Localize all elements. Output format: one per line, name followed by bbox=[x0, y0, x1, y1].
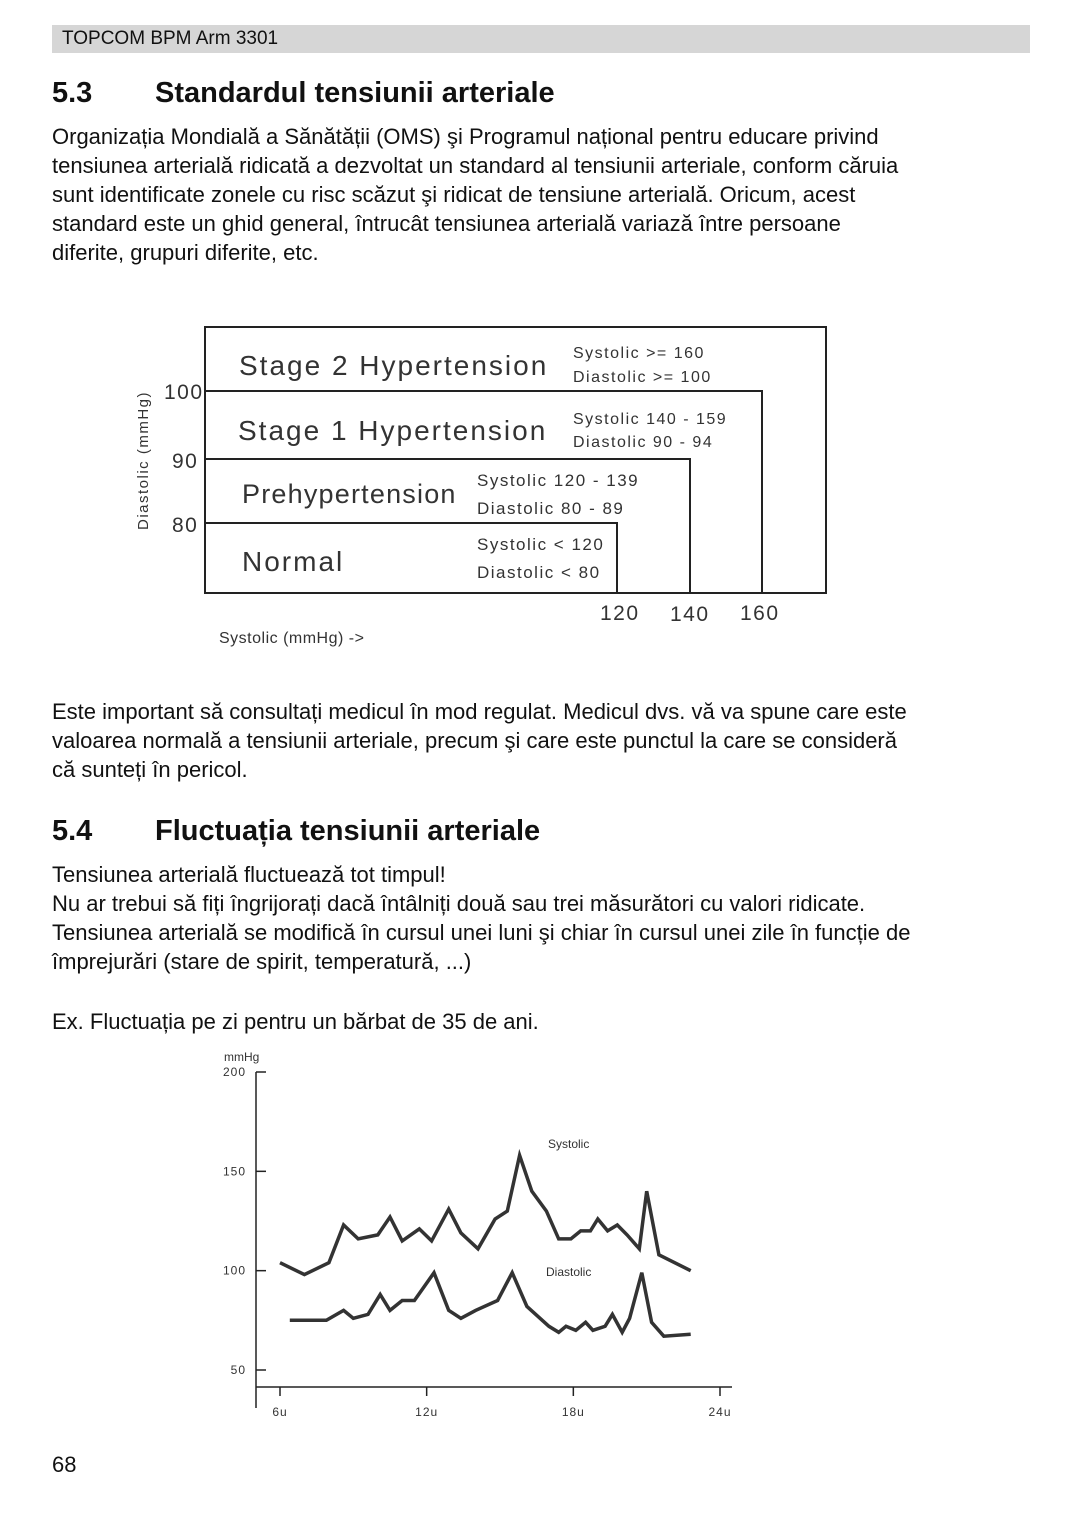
example-text: Ex. Fluctuația pe zi pentru un bărbat de 35 de ani. bbox=[52, 1009, 539, 1034]
section-5-3-intro bbox=[52, 122, 1042, 267]
x-tick-label: 120 bbox=[600, 602, 640, 625]
section-5-3-heading bbox=[52, 77, 555, 110]
zone-name-stage2: Stage 2 Hypertension bbox=[239, 350, 549, 381]
zone-systolic-normal: Systolic < 120 bbox=[477, 535, 605, 554]
x-tick-label: 6u bbox=[272, 1405, 288, 1419]
x-tick-label: 140 bbox=[670, 603, 710, 626]
series-label-diastolic: Diastolic bbox=[546, 1265, 592, 1279]
zone-name-normal: Normal bbox=[242, 546, 345, 577]
series-label-systolic: Systolic bbox=[548, 1137, 590, 1151]
y-tick-label: 100 bbox=[222, 1263, 246, 1278]
paragraph-line: Tensiunea arterială fluctuează tot timpul! bbox=[52, 862, 446, 887]
zone-systolic-stage1: Systolic 140 - 159 bbox=[573, 411, 728, 428]
intro-line: sunt identificate zonele cu risc scăzut şi ridicat de tensiune arterială. Oricum, acest bbox=[52, 182, 856, 207]
y-tick-label: 150 bbox=[222, 1164, 246, 1179]
x-tick-label: 18u bbox=[561, 1405, 585, 1419]
section-5-3-title: Standardul tensiunii arteriale bbox=[155, 77, 555, 109]
after-line: Este important să consultați medicul în mod regulat. Medicul dvs. vă va spune care este bbox=[52, 699, 907, 724]
y-tick-label: 50 bbox=[230, 1363, 246, 1377]
y-axis-label: Diastolic (mmHg) bbox=[135, 390, 152, 530]
x-axis-label: Systolic (mmHg) -> bbox=[219, 630, 365, 647]
section-5-3-number: 5.3 bbox=[52, 77, 93, 109]
document-header bbox=[52, 25, 1030, 53]
zone-diastolic-stage2: Diastolic >= 100 bbox=[573, 369, 712, 386]
chart-y-axis-label: mmHg bbox=[224, 1050, 260, 1064]
section-5-4-number: 5.4 bbox=[52, 815, 93, 847]
x-tick-label: 24u bbox=[708, 1405, 732, 1419]
y-tick-label: 80 bbox=[172, 514, 199, 537]
y-tick-label: 90 bbox=[172, 450, 199, 473]
document-header-title: TOPCOM BPM Arm 3301 bbox=[62, 28, 279, 49]
intro-line: Organizația Mondială a Sănătății (OMS) şi Programul național pentru educare privind bbox=[52, 124, 879, 149]
zone-diastolic-stage1: Diastolic 90 - 94 bbox=[573, 434, 714, 451]
bp-classification-diagram bbox=[0, 300, 1080, 670]
zone-diastolic-prehypertension: Diastolic 80 - 89 bbox=[477, 499, 625, 518]
zone-name-stage1: Stage 1 Hypertension bbox=[238, 415, 548, 446]
section-5-3-after bbox=[52, 697, 1042, 784]
series-line-diastolic bbox=[290, 1273, 691, 1337]
section-5-4-title: Fluctuația tensiunii arteriale bbox=[155, 815, 541, 847]
paragraph-line: împrejurări (stare de spirit, temperatură, ...) bbox=[52, 949, 472, 974]
x-tick-label: 160 bbox=[740, 602, 780, 625]
section-5-4-paragraph bbox=[52, 860, 1042, 976]
paragraph-line: Nu ar trebui să fiți îngrijorați dacă întâlniți două sau trei măsurători cu valori ridicate. bbox=[52, 891, 866, 916]
paragraph-line: Tensiunea arterială se modifică în cursul unei luni şi chiar în cursul unei zile în funcție de bbox=[52, 920, 911, 945]
intro-line: diferite, grupuri diferite, etc. bbox=[52, 240, 319, 265]
zone-name-prehypertension: Prehypertension bbox=[242, 479, 457, 509]
series-line-systolic bbox=[280, 1155, 691, 1274]
page-number: 68 bbox=[52, 1452, 77, 1477]
fluctuation-chart bbox=[0, 1040, 1080, 1430]
intro-line: tensiunea arterială ridicată a dezvoltat un standard al tensiunii arteriale, conform căruia bbox=[52, 153, 899, 178]
zone-diastolic-normal: Diastolic < 80 bbox=[477, 563, 601, 582]
zone-systolic-prehypertension: Systolic 120 - 139 bbox=[477, 471, 640, 490]
zone-systolic-stage2: Systolic >= 160 bbox=[573, 345, 705, 362]
intro-line: standard este un ghid general, întrucât tensiunea arterială variază între persoane bbox=[52, 211, 841, 236]
after-line: valoarea normală a tensiunii arteriale, precum şi care este punctul la care se consideră bbox=[52, 728, 897, 753]
x-tick-label: 12u bbox=[415, 1405, 439, 1419]
section-5-4-heading bbox=[52, 815, 540, 848]
y-tick-label: 100 bbox=[164, 381, 204, 404]
example-caption bbox=[52, 1007, 1042, 1036]
after-line: că sunteți în pericol. bbox=[52, 757, 248, 782]
y-tick-label: 200 bbox=[222, 1065, 246, 1079]
